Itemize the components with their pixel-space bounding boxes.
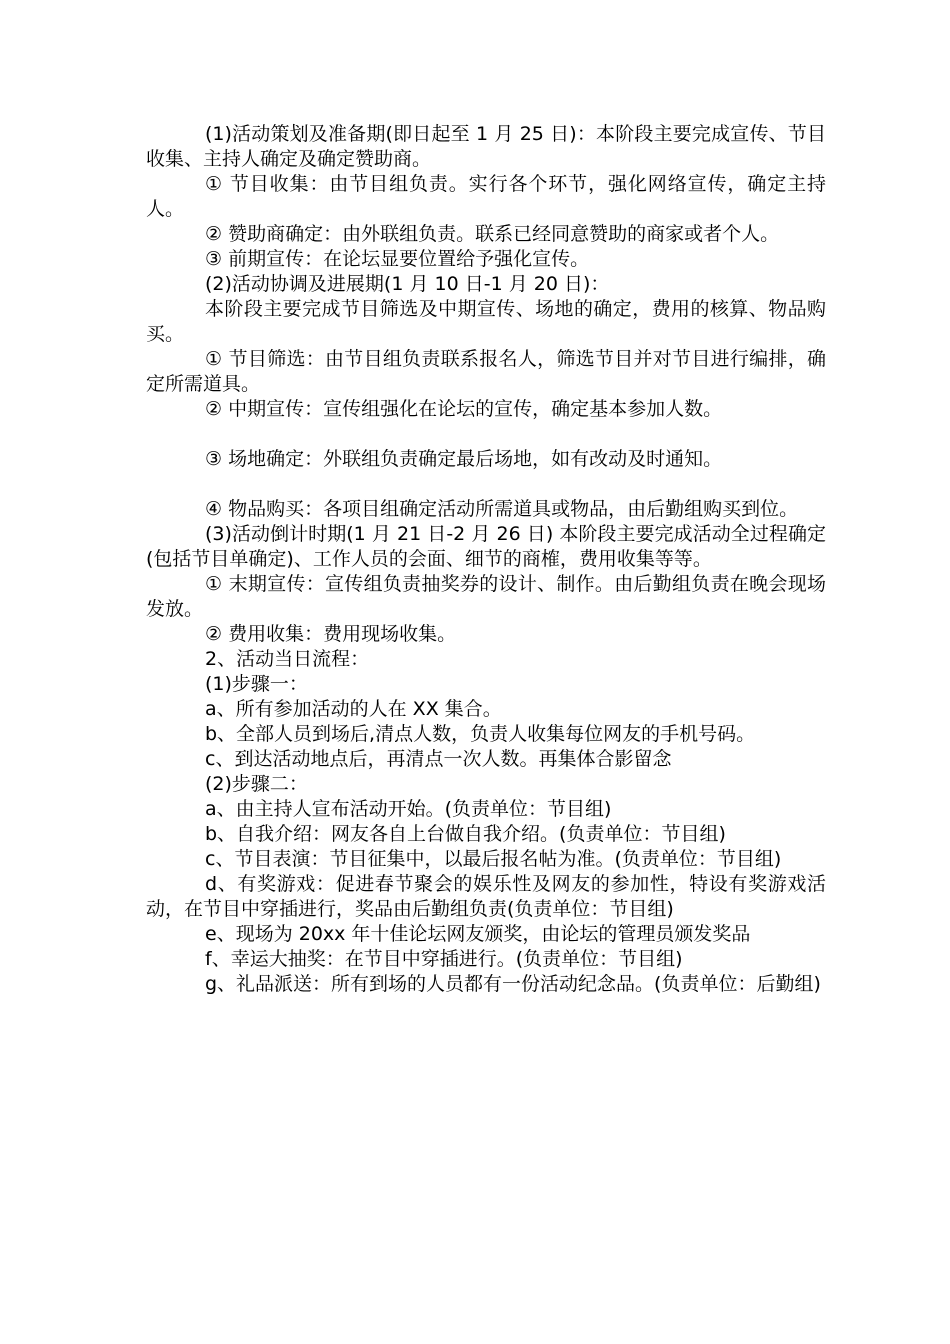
paragraph: e、现场为 20xx 年十佳论坛网友颁奖，由论坛的管理员颁发奖品 <box>205 923 751 945</box>
paragraph: g、礼品派送：所有到场的人员都有一份活动纪念品。(负责单位：后勤组) <box>205 973 821 995</box>
paragraph: c、节目表演：节目征集中，以最后报名帖为准。(负责单位：节目组) <box>205 848 782 870</box>
paragraph: ③ 前期宣传：在论坛显要位置给予强化宣传。 <box>205 248 590 270</box>
paragraph: a、由主持人宣布活动开始。(负责单位：节目组) <box>205 798 612 820</box>
paragraph: (2)步骤二： <box>205 773 308 795</box>
paragraph: ② 赞助商确定：由外联组负责。联系已经同意赞助的商家或者个人。 <box>205 223 780 245</box>
paragraph: ① 节目筛选：由节目组负责联系报名人，筛选节目并对节目进行编排，确定所需道具。 <box>146 348 826 395</box>
document-page <box>146 122 826 997</box>
paragraph: 2、活动当日流程： <box>205 648 370 670</box>
paragraph: ② 费用收集：费用现场收集。 <box>205 623 457 645</box>
paragraph: (2)活动协调及进展期(1 月 10 日-1 月 20 日)： <box>205 273 610 295</box>
paragraph: d、有奖游戏：促进春节聚会的娱乐性及网友的参加性，特设有奖游戏活动，在节目中穿插进行，奖品由后勤组负责(负责单位：节目组) <box>146 873 826 920</box>
paragraph: ① 末期宣传：宣传组负责抽奖券的设计、制作。由后勤组负责在晚会现场发放。 <box>146 573 826 620</box>
paragraph: (1)活动策划及准备期(即日起至 1 月 25 日)：本阶段主要完成宣传、节目收集、主持人确定及确定赞助商。 <box>146 123 826 170</box>
paragraph: f、幸运大抽奖：在节目中穿插进行。(负责单位：节目组) <box>205 948 683 970</box>
paragraph: ③ 场地确定：外联组负责确定最后场地，如有改动及时通知。 <box>205 448 723 470</box>
paragraph: b、全部人员到场后,清点人数，负责人收集每位网友的手机号码。 <box>205 723 756 745</box>
paragraph: 本阶段主要完成节目筛选及中期宣传、场地的确定，费用的核算、物品购买。 <box>146 298 826 345</box>
paragraph: ① 节目收集：由节目组负责。实行各个环节，强化网络宣传，确定主持人。 <box>146 173 826 220</box>
paragraph: (3)活动倒计时期(1 月 21 日-2 月 26 日) 本阶段主要完成活动全过程确定(包括节目单确定)、工作人员的会面、细节的商榷，费用收集等等。 <box>146 523 826 570</box>
paragraph: ④ 物品购买：各项目组确定活动所需道具或物品，由后勤组购买到位。 <box>205 498 799 520</box>
paragraph: (1)步骤一： <box>205 673 308 695</box>
paragraph: ② 中期宣传：宣传组强化在论坛的宣传，确定基本参加人数。 <box>205 398 723 420</box>
paragraph: a、所有参加活动的人在 XX 集合。 <box>205 698 502 720</box>
paragraph: b、自我介绍：网友各自上台做自我介绍。(负责单位：节目组) <box>205 823 726 845</box>
paragraph: c、到达活动地点后，再清点一次人数。再集体合影留念 <box>205 748 672 770</box>
